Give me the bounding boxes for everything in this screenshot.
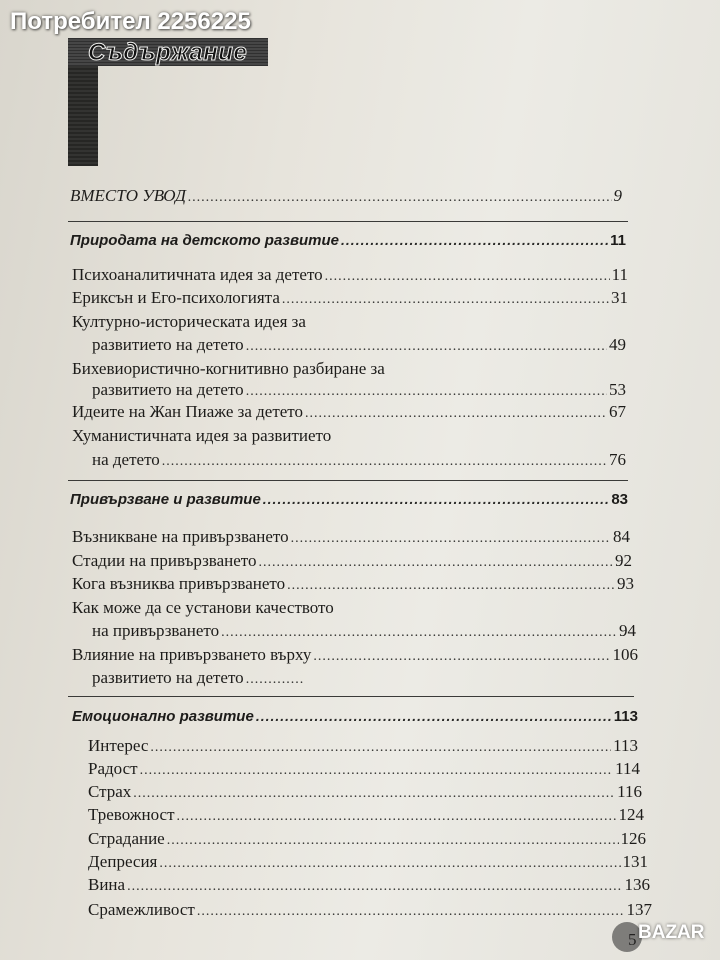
section-header [68, 38, 268, 166]
toc-entry: Вина ..... 136 [88, 875, 650, 895]
toc-intro [70, 186, 622, 206]
toc-entry: Радост ..... 114 [88, 759, 640, 779]
toc-entry-line: Бихевиористично-когнитивно разбиране за [72, 359, 385, 378]
toc-intro-page: 9 [613, 186, 622, 205]
page-title: Съдържание [88, 39, 248, 66]
toc-entry: Ериксън и Его-психологията ..... 31 [72, 288, 628, 308]
toc-entry: Кога възниква привързването ..... 93 [72, 574, 634, 594]
toc-entry-line: Хуманистичната идея за развитието [72, 426, 332, 445]
toc-entry-line: Културно-историческата идея за [72, 312, 306, 331]
toc-entry: Психоаналитичната идея за детето ..... 11 [72, 265, 628, 285]
toc-entry: Депресия ..... 131 [88, 852, 648, 872]
user-watermark: Потребител 2256225 [10, 8, 251, 35]
toc-entry: развитието на детето ..... [92, 668, 306, 688]
toc-entry: Срамежливост ..... 137 [88, 900, 652, 920]
toc-chapter: Емоционално развитие ..... 113 [72, 708, 638, 725]
toc-entry: развитието на детето ..... 53 [92, 380, 626, 400]
toc-entry: Стадии на привързването ..... 92 [72, 551, 632, 571]
toc-entry-line: Как може да се установи качеството [72, 598, 334, 617]
toc-chapter: Привързване и развитие ..... 83 [70, 491, 628, 508]
toc-entry: Интерес ..... 113 [88, 736, 638, 756]
toc-entry: Страдание ..... 126 [88, 829, 646, 849]
toc-entry: развитието на детето ..... 49 [92, 335, 626, 355]
divider [68, 480, 628, 481]
toc-entry: на привързването ..... 94 [92, 621, 636, 641]
toc-entry: Страх ..... 116 [88, 782, 642, 802]
toc-entry: Идеите на Жан Пиаже за детето ..... 67 [72, 402, 626, 422]
toc-intro-label: ВМЕСТО УВОД [70, 186, 186, 205]
bazar-logo: BAZAR [638, 922, 705, 943]
toc-entry: Тревожност ..... 124 [88, 805, 644, 825]
divider [68, 221, 628, 222]
toc-entry: Влияние на привързването върху ..... 106 [72, 645, 638, 665]
toc-entry: Възникване на привързването ..... 84 [72, 527, 630, 547]
toc-chapter: Природата на детското развитие ..... 11 [70, 232, 626, 249]
toc-entry: на детето ..... 76 [92, 450, 626, 470]
divider [68, 696, 634, 697]
